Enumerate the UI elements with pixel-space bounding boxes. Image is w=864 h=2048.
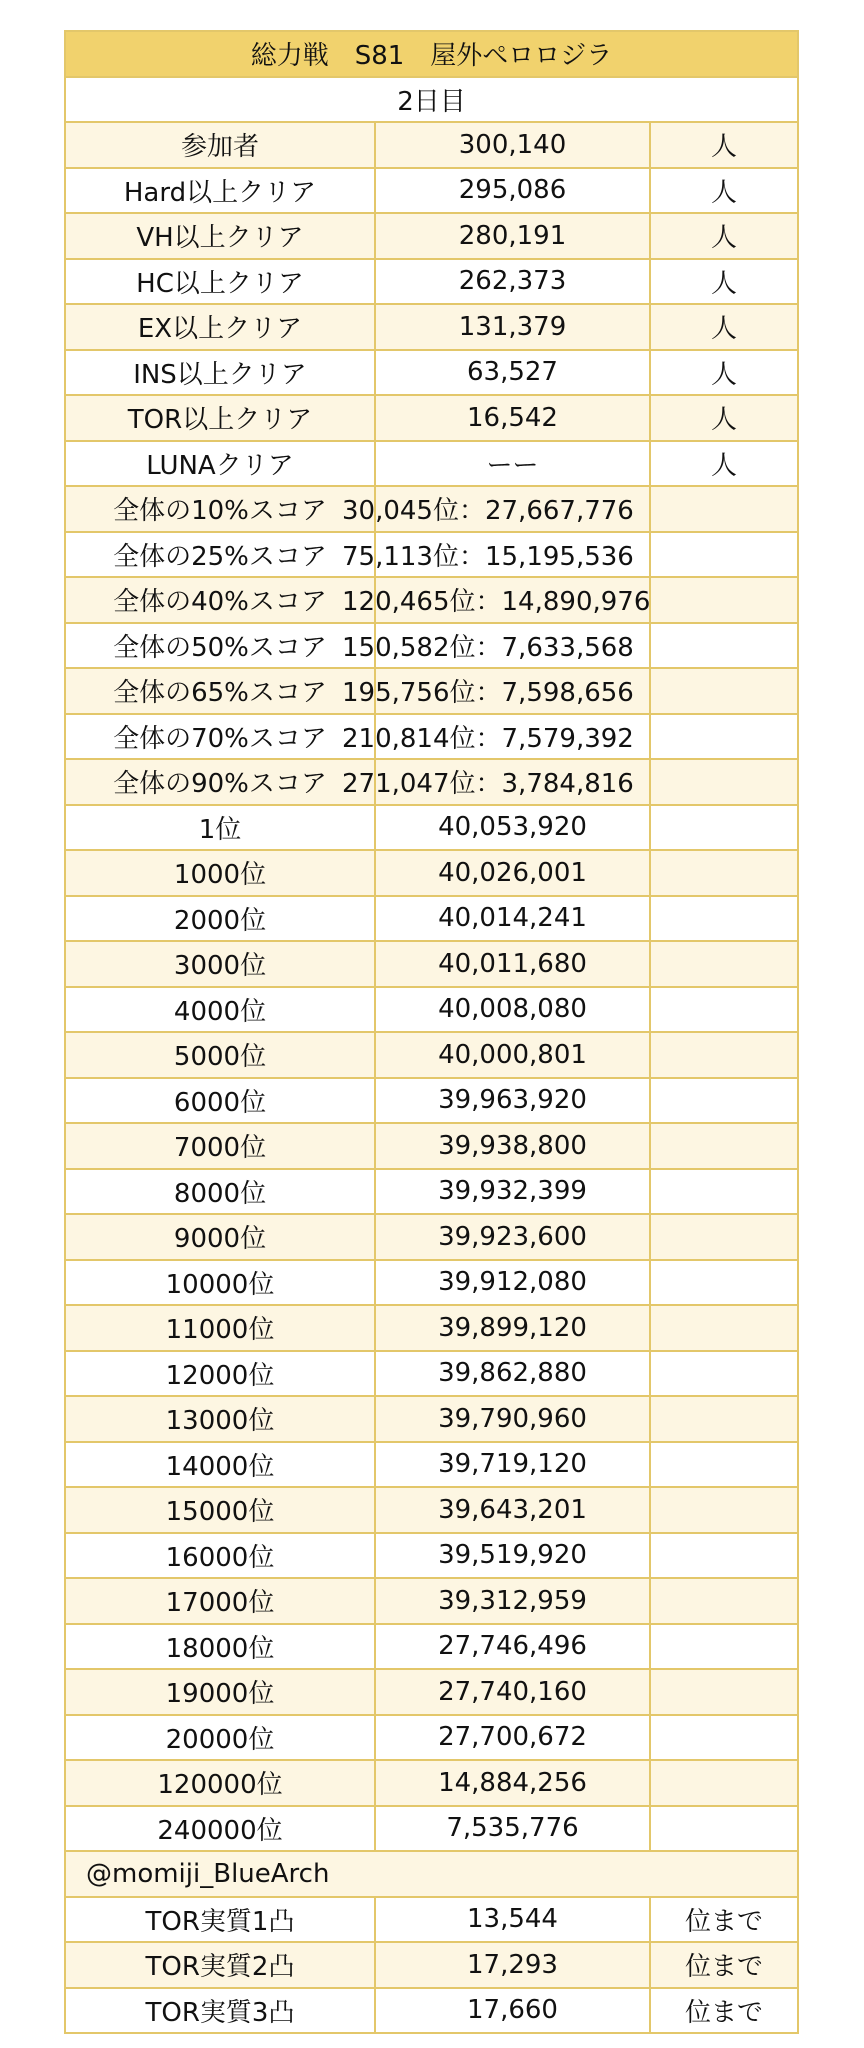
- stat-row-value: 300,140: [375, 122, 650, 168]
- stat-row-unit: 人: [650, 122, 798, 168]
- rank-row-: [650, 1260, 798, 1306]
- percentile-row-value: [342, 668, 650, 714]
- stat-row: [65, 213, 798, 259]
- rank-row-: [650, 1715, 798, 1761]
- rank-row-label: 4000位: [65, 987, 375, 1033]
- rank-row-value: 39,899,120: [375, 1305, 650, 1351]
- rank-row: [65, 805, 798, 851]
- percentile-row-value-text: 210,814位：7,579,392: [342, 723, 634, 754]
- rank-row: [65, 1760, 798, 1806]
- rank-row: [65, 1487, 798, 1533]
- percentile-row-value-text: 150,582位：7,633,568: [342, 632, 634, 663]
- rank-row-value: 27,740,160: [375, 1669, 650, 1715]
- rank-row-: [650, 1578, 798, 1624]
- percentile-row: [65, 486, 798, 532]
- rank-row: [65, 1442, 798, 1488]
- rank-row-: [650, 1760, 798, 1806]
- rank-row-value: 39,790,960: [375, 1396, 650, 1442]
- rank-row-value: 14,884,256: [375, 1760, 650, 1806]
- rank-row-: [650, 1123, 798, 1169]
- credit-handle: @momiji_BlueArch: [65, 1851, 798, 1897]
- stat-row-unit: 人: [650, 168, 798, 214]
- rank-row: [65, 1624, 798, 1670]
- rank-row-label: 5000位: [65, 1032, 375, 1078]
- rank-row-: [650, 941, 798, 987]
- percentile-row-value-text: 195,756位：7,598,656: [342, 678, 634, 709]
- percentile-row: [65, 532, 798, 578]
- rank-row: [65, 1806, 798, 1852]
- percentile-row-value: [342, 486, 650, 532]
- percentile-row-value: [342, 532, 650, 578]
- rank-row-: [650, 987, 798, 1033]
- rank-row-value: 39,862,880: [375, 1351, 650, 1397]
- rank-row: [65, 1396, 798, 1442]
- percentile-row: [65, 623, 798, 669]
- sheet-title: 総力戦 S81 屋外ペロロジラ: [65, 31, 798, 77]
- percentile-row-: [650, 623, 798, 669]
- rank-row: [65, 1032, 798, 1078]
- rank-row: [65, 1578, 798, 1624]
- rank-row: [65, 850, 798, 896]
- rank-row: [65, 1214, 798, 1260]
- rank-row-label: 15000位: [65, 1487, 375, 1533]
- stat-row: [65, 350, 798, 396]
- percentile-row-label: 全体の65%スコア: [65, 668, 375, 714]
- stat-row-value: 280,191: [375, 213, 650, 259]
- tor-row-unit: 位まで: [650, 1897, 798, 1943]
- percentile-row-label: 全体の25%スコア: [65, 532, 375, 578]
- rank-row-: [650, 1214, 798, 1260]
- rank-row: [65, 896, 798, 942]
- ranking-table: [64, 30, 799, 2034]
- stat-row: [65, 441, 798, 487]
- rank-row: [65, 1351, 798, 1397]
- rank-row-: [650, 1442, 798, 1488]
- tor-row-value: 17,293: [375, 1942, 650, 1988]
- stat-row-value: 295,086: [375, 168, 650, 214]
- rank-row-value: 40,008,080: [375, 987, 650, 1033]
- stat-row-value: 16,542: [375, 395, 650, 441]
- rank-row-value: 40,026,001: [375, 850, 650, 896]
- rank-row: [65, 1123, 798, 1169]
- rank-row-value: 39,912,080: [375, 1260, 650, 1306]
- rank-row-: [650, 1806, 798, 1852]
- percentile-row-value-text: 75,113位：15,195,536: [342, 541, 634, 572]
- tor-row-value: 17,660: [375, 1988, 650, 2034]
- rank-row: [65, 1260, 798, 1306]
- percentile-row-value: [342, 623, 650, 669]
- rank-row-label: 10000位: [65, 1260, 375, 1306]
- rank-row: [65, 1169, 798, 1215]
- rank-row-label: 14000位: [65, 1442, 375, 1488]
- tor-row-unit: 位まで: [650, 1988, 798, 2034]
- percentile-row-value-text: 120,465位：14,890,976: [342, 587, 651, 618]
- percentile-row-: [650, 759, 798, 805]
- rank-row-value: 40,014,241: [375, 896, 650, 942]
- tor-row-label: TOR実質2凸: [65, 1942, 375, 1988]
- stat-row-label: TOR以上クリア: [65, 395, 375, 441]
- rank-row-: [650, 1032, 798, 1078]
- rank-row-: [650, 1305, 798, 1351]
- day-label: 2日目: [65, 77, 798, 123]
- rank-row-label: 18000位: [65, 1624, 375, 1670]
- rank-row-label: 12000位: [65, 1351, 375, 1397]
- rank-row-label: 7000位: [65, 1123, 375, 1169]
- rank-row-label: 1位: [65, 805, 375, 851]
- stat-row-label: VH以上クリア: [65, 213, 375, 259]
- rank-row-value: 40,000,801: [375, 1032, 650, 1078]
- percentile-row: [65, 668, 798, 714]
- rank-row-: [650, 1169, 798, 1215]
- stat-row: [65, 395, 798, 441]
- rank-row-: [650, 1078, 798, 1124]
- rank-row-: [650, 1351, 798, 1397]
- rank-row-: [650, 850, 798, 896]
- percentile-row-: [650, 532, 798, 578]
- rank-row-value: 40,053,920: [375, 805, 650, 851]
- stat-row-label: EX以上クリア: [65, 304, 375, 350]
- stat-row: [65, 259, 798, 305]
- rank-row-: [650, 1533, 798, 1579]
- rank-row-value: 39,312,959: [375, 1578, 650, 1624]
- tor-row: [65, 1988, 798, 2034]
- stat-row-unit: 人: [650, 395, 798, 441]
- stat-row: [65, 122, 798, 168]
- rank-row: [65, 1533, 798, 1579]
- rank-row-: [650, 1487, 798, 1533]
- tor-row: [65, 1897, 798, 1943]
- rank-row-value: 27,700,672: [375, 1715, 650, 1761]
- rank-row-label: 3000位: [65, 941, 375, 987]
- day-row: [65, 77, 798, 123]
- stat-row-label: INS以上クリア: [65, 350, 375, 396]
- stat-row-label: LUNAクリア: [65, 441, 375, 487]
- rank-row-: [650, 1624, 798, 1670]
- rank-row-label: 2000位: [65, 896, 375, 942]
- rank-row-value: 39,963,920: [375, 1078, 650, 1124]
- percentile-row-value-text: 30,045位：27,667,776: [342, 496, 634, 527]
- tor-row: [65, 1942, 798, 1988]
- stat-row-unit: 人: [650, 213, 798, 259]
- stat-row-value: 63,527: [375, 350, 650, 396]
- percentile-row: [65, 714, 798, 760]
- tor-row-unit: 位まで: [650, 1942, 798, 1988]
- rank-row-value: 40,011,680: [375, 941, 650, 987]
- percentile-row-value: [342, 577, 651, 623]
- tor-row-label: TOR実質1凸: [65, 1897, 375, 1943]
- stat-row-unit: 人: [650, 259, 798, 305]
- rank-row-value: 39,719,120: [375, 1442, 650, 1488]
- rank-row: [65, 941, 798, 987]
- rank-row-label: 19000位: [65, 1669, 375, 1715]
- percentile-row: [65, 577, 798, 623]
- rank-row-value: 27,746,496: [375, 1624, 650, 1670]
- rank-row-label: 120000位: [65, 1760, 375, 1806]
- percentile-row-: [650, 577, 798, 623]
- percentile-row-label: 全体の50%スコア: [65, 623, 375, 669]
- rank-row-value: 39,923,600: [375, 1214, 650, 1260]
- rank-row: [65, 1715, 798, 1761]
- stat-row: [65, 168, 798, 214]
- rank-row-label: 1000位: [65, 850, 375, 896]
- rank-row-: [650, 1669, 798, 1715]
- rank-row: [65, 1669, 798, 1715]
- rank-row-value: 39,643,201: [375, 1487, 650, 1533]
- rank-row-value: 7,535,776: [375, 1806, 650, 1852]
- stat-row-value: ーー: [375, 441, 650, 487]
- rank-row-label: 20000位: [65, 1715, 375, 1761]
- rank-row-label: 13000位: [65, 1396, 375, 1442]
- rank-row: [65, 1078, 798, 1124]
- stat-row-label: HC以上クリア: [65, 259, 375, 305]
- percentile-row-label: 全体の40%スコア: [65, 577, 375, 623]
- rank-row-: [650, 896, 798, 942]
- credit-row: [65, 1851, 798, 1897]
- stat-row-label: 参加者: [65, 122, 375, 168]
- percentile-row-: [650, 714, 798, 760]
- rank-row-label: 17000位: [65, 1578, 375, 1624]
- rank-row-label: 9000位: [65, 1214, 375, 1260]
- rank-row: [65, 1305, 798, 1351]
- rank-row-: [650, 1396, 798, 1442]
- rank-row: [65, 987, 798, 1033]
- rank-row-value: 39,938,800: [375, 1123, 650, 1169]
- stat-row-unit: 人: [650, 304, 798, 350]
- rank-row-label: 6000位: [65, 1078, 375, 1124]
- rank-row-label: 240000位: [65, 1806, 375, 1852]
- tor-row-label: TOR実質3凸: [65, 1988, 375, 2034]
- stat-row-unit: 人: [650, 441, 798, 487]
- stat-row-label: Hard以上クリア: [65, 168, 375, 214]
- stat-row-value: 262,373: [375, 259, 650, 305]
- ranking-table-body: [65, 31, 798, 2033]
- title-row: [65, 31, 798, 77]
- percentile-row-: [650, 668, 798, 714]
- percentile-row-value: [342, 714, 650, 760]
- rank-row-label: 8000位: [65, 1169, 375, 1215]
- percentile-row-label: 全体の70%スコア: [65, 714, 375, 760]
- stat-row-value: 131,379: [375, 304, 650, 350]
- percentile-row-value: [342, 759, 650, 805]
- rank-row-label: 16000位: [65, 1533, 375, 1579]
- rank-row-: [650, 805, 798, 851]
- percentile-row-value-text: 271,047位：3,784,816: [342, 769, 634, 800]
- rank-row-label: 11000位: [65, 1305, 375, 1351]
- percentile-row: [65, 759, 798, 805]
- tor-row-value: 13,544: [375, 1897, 650, 1943]
- percentile-row-label: 全体の10%スコア: [65, 486, 375, 532]
- percentile-row-label: 全体の90%スコア: [65, 759, 375, 805]
- stat-row: [65, 304, 798, 350]
- rank-row-value: 39,519,920: [375, 1533, 650, 1579]
- stat-row-unit: 人: [650, 350, 798, 396]
- rank-row-value: 39,932,399: [375, 1169, 650, 1215]
- percentile-row-: [650, 486, 798, 532]
